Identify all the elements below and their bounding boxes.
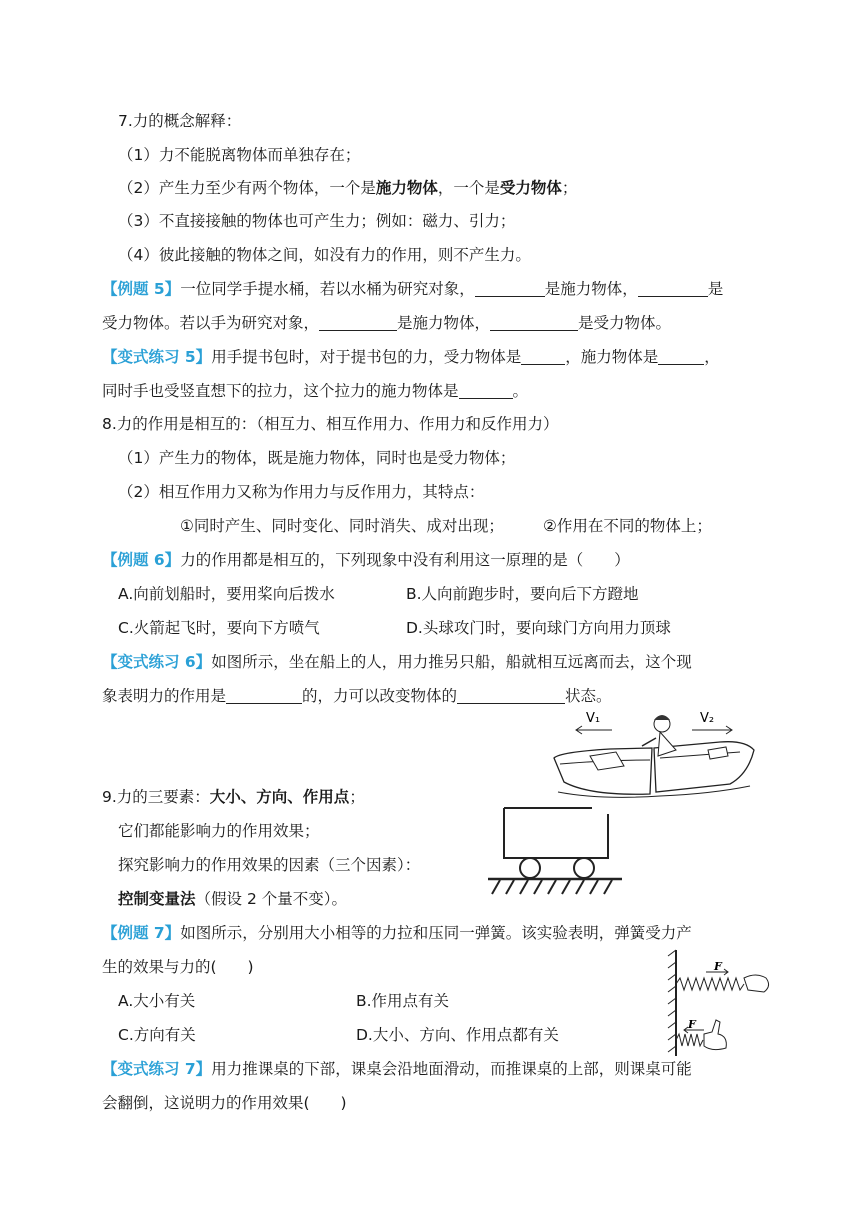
answer-blank[interactable]	[658, 348, 704, 365]
answer-blank[interactable]	[319, 314, 397, 331]
section-9-title: 9.力的三要素：大小、方向、作用点；	[102, 788, 365, 806]
v1-label: V₁	[586, 711, 601, 726]
example-7-line-2: 生的效果与力的( )	[102, 958, 254, 976]
answer-blank[interactable]	[457, 687, 565, 704]
s7-item-3: （3）不直接接触的物体也可产生力；例如：磁力、引力；	[118, 212, 516, 230]
example-6-question: 【例题 6】力的作用都是相互的，下列现象中没有利用这一原理的是（ ）	[102, 551, 630, 569]
term-applier: 施力物体	[375, 179, 438, 197]
answer-blank[interactable]	[638, 280, 708, 297]
s7-item-4: （4）彼此接触的物体之间，如没有力的作用，则不产生力。	[118, 246, 531, 264]
variant-5-line-1: 【变式练习 5】用手提书包时，对于提书包的力，受力物体是 ，施力物体是 ，	[102, 348, 720, 366]
answer-blank[interactable]	[226, 687, 302, 704]
spring-figure	[662, 948, 774, 1058]
s7-item-2: （2）产生力至少有两个物体，一个是施力物体，一个是受力物体；	[118, 179, 578, 197]
s7-item-1: （1）力不能脱离物体而单独存在；	[118, 146, 361, 164]
s9-line-2: 探究影响力的作用效果的因素（三个因素）：	[118, 856, 421, 874]
variant-6-tag: 【变式练习 6】	[102, 653, 212, 671]
option-c: C.火箭起飞时，要向下方喷气	[118, 619, 320, 637]
variant-7-line-2: 会翻倒，这说明力的作用效果( )	[102, 1094, 347, 1112]
force-label-bottom: F	[688, 1018, 696, 1031]
cart-figure	[488, 800, 632, 900]
example-5-tag: 【例题 5】	[102, 280, 181, 298]
section-7-title: 7.力的概念解释：	[118, 112, 242, 130]
section-8-title: 8.力的作用是相互的：（相互力、相互作用力、作用力和反作用力）	[102, 415, 559, 433]
variant-5-line-2: 同时手也受竖直想下的拉力，这个拉力的施力物体是 。	[102, 382, 529, 400]
s9-line-3: 控制变量法（假设 2 个量不变）。	[118, 890, 347, 908]
answer-blank[interactable]	[475, 280, 545, 297]
variant-7-line-1: 【变式练习 7】用力推课桌的下部，课桌会沿地面滑动，而推课桌的上部，则课桌可能	[102, 1060, 692, 1078]
v2-label: V₂	[700, 711, 715, 726]
example-7-tag: 【例题 7】	[102, 924, 181, 942]
option-c: C.方向有关	[118, 1026, 196, 1044]
option-a: A.大小有关	[118, 992, 196, 1010]
s8-feature-1: ①同时产生、同时变化、同时消失、成对出现；	[180, 517, 504, 535]
variant-7-tag: 【变式练习 7】	[102, 1060, 212, 1078]
boat-figure	[550, 702, 760, 800]
s8-feature-2: ②作用在不同的物体上；	[543, 517, 712, 535]
variant-6-line-2: 象表明力的作用是 的，力可以改变物体的 状态。	[102, 687, 612, 705]
variant-5-tag: 【变式练习 5】	[102, 348, 212, 366]
option-b: B.作用点有关	[356, 992, 450, 1010]
s8-item-1: （1）产生力的物体，既是施力物体，同时也是受力物体；	[118, 449, 516, 467]
option-a: A.向前划船时，要用桨向后拨水	[118, 585, 335, 603]
answer-blank[interactable]	[521, 348, 565, 365]
option-b: B.人向前跑步时，要向后下方蹬地	[406, 585, 639, 603]
example-6-tag: 【例题 6】	[102, 551, 181, 569]
control-variable-method: 控制变量法	[118, 890, 196, 908]
answer-blank[interactable]	[459, 382, 513, 399]
option-d: D.头球攻门时，要向球门方向用力顶球	[406, 619, 671, 637]
variant-6-line-1: 【变式练习 6】如图所示，坐在船上的人，用力推另只船，船就相互远离而去，这个现	[102, 653, 692, 671]
three-elements: 大小、方向、作用点	[209, 788, 350, 806]
answer-blank[interactable]	[490, 314, 578, 331]
s8-item-2: （2）相互作用力又称为作用力与反作用力，其特点：	[118, 483, 485, 501]
example-7-line-1: 【例题 7】如图所示，分别用大小相等的力拉和压同一弹簧。该实验表明，弹簧受力产	[102, 924, 692, 942]
s9-line-1: 它们都能影响力的作用效果；	[118, 822, 320, 840]
force-label-top: F	[714, 960, 722, 973]
example-5-line-1: 【例题 5】一位同学手提水桶，若以水桶为研究对象， 是施力物体， 是	[102, 280, 724, 298]
term-receiver: 受力物体	[499, 179, 562, 197]
option-d: D.大小、方向、作用点都有关	[356, 1026, 559, 1044]
example-5-line-2: 受力物体。若以手为研究对象， 是施力物体， 是受力物体。	[102, 314, 672, 332]
